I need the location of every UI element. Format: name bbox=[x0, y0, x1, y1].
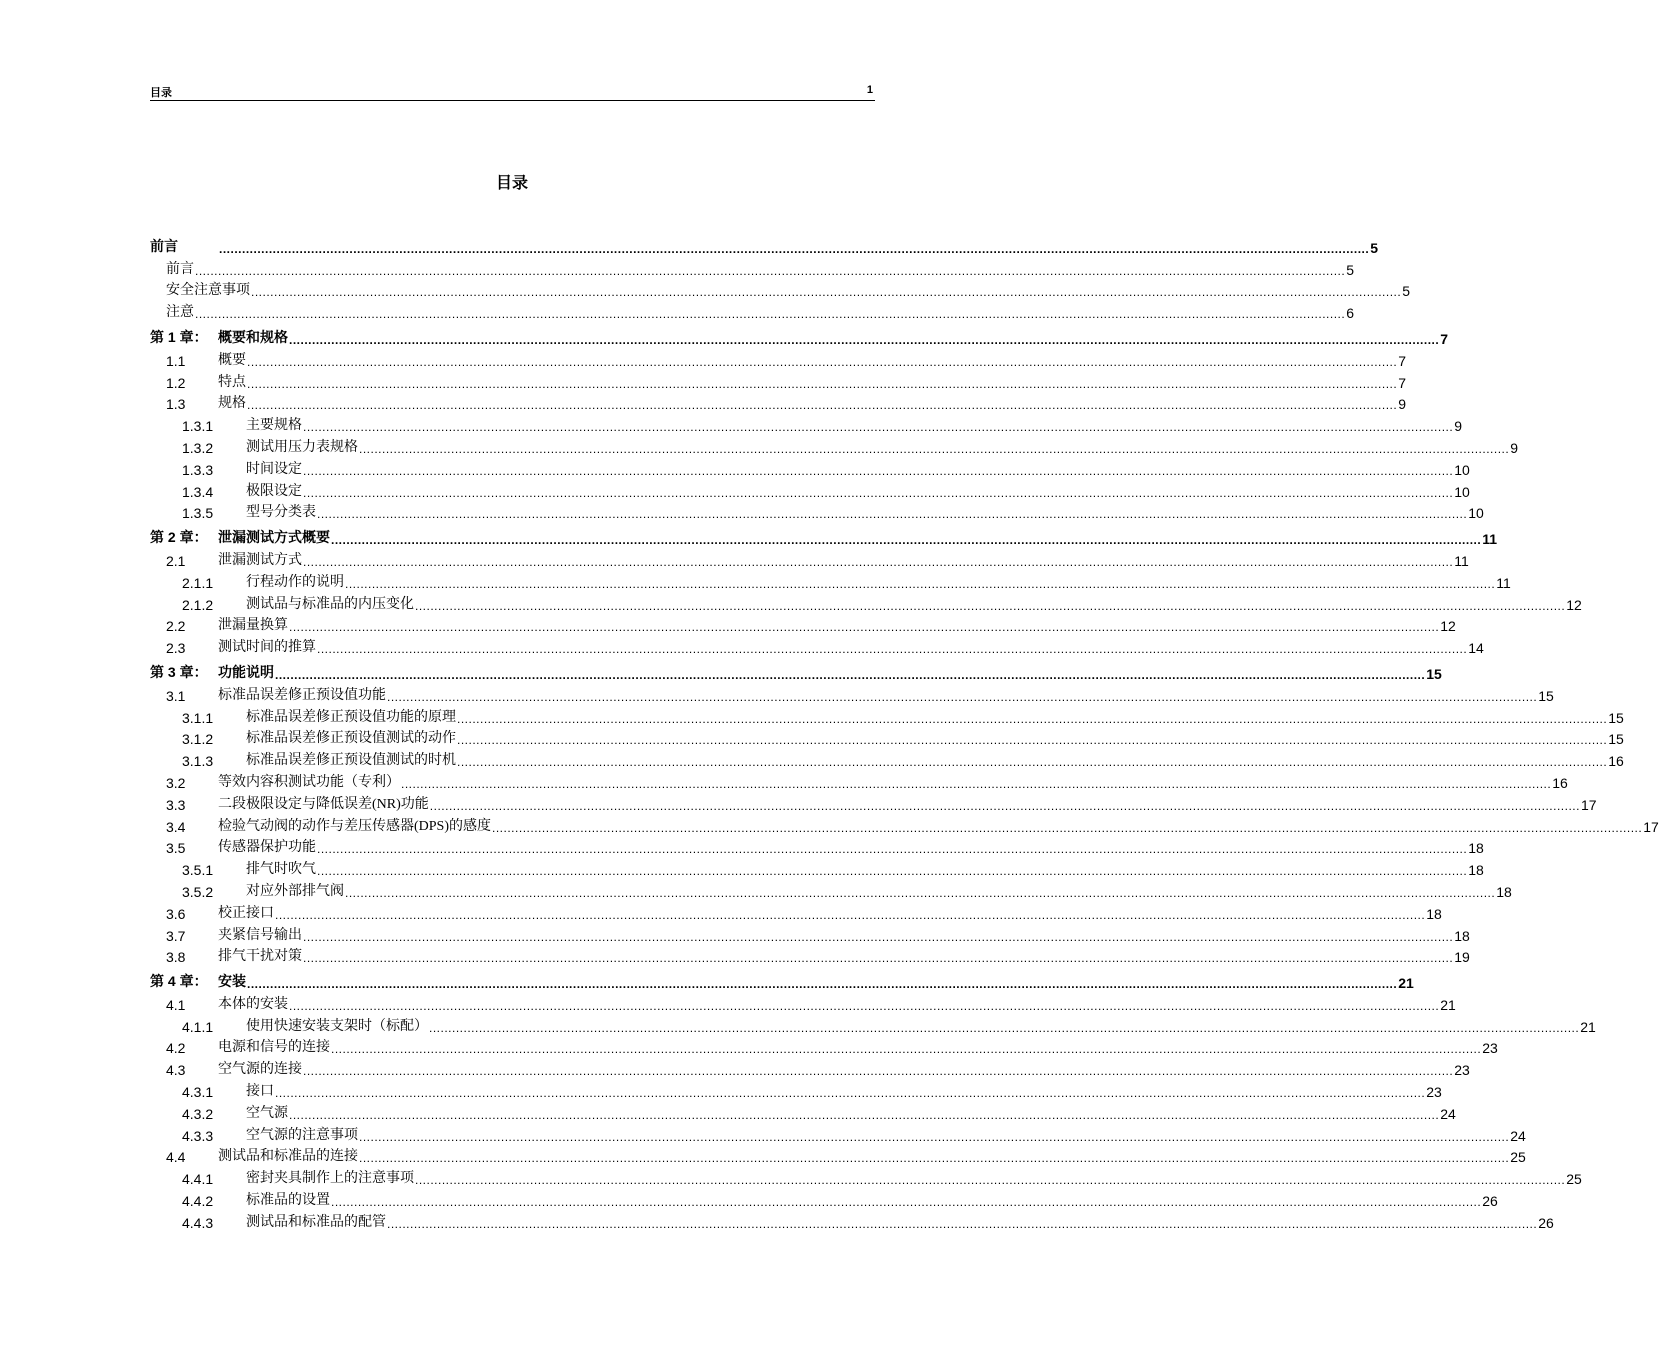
toc-entry-page: 18 bbox=[1496, 883, 1512, 900]
toc-entry-label: 安全注意事项 bbox=[166, 283, 250, 299]
toc-entry-page: 12 bbox=[1440, 618, 1456, 635]
toc-dot-leader: ............................................................................................................................................................................................................................................................................................................ bbox=[429, 798, 1580, 813]
toc-entry-number: 4.1 bbox=[166, 996, 186, 1013]
toc-entry-label: 测试品和标准品的连接 bbox=[218, 1149, 358, 1165]
toc-dot-leader: ............................................................................................................................................................................................................................................................................................................ bbox=[303, 554, 1454, 569]
toc-dot-leader: ............................................................................................................................................................................................................................................................................................................ bbox=[317, 642, 1468, 657]
toc-dot-leader: ............................................................................................................................................................................................................................................................................................................ bbox=[219, 241, 1370, 256]
toc-entry-page: 25 bbox=[1566, 1171, 1582, 1188]
toc-dot-leader: ............................................................................................................................................................................................................................................................................................................ bbox=[359, 1129, 1510, 1144]
toc-entry-label: 测试品与标准品的内压变化 bbox=[246, 596, 414, 612]
toc-entry-label: 前言 bbox=[166, 261, 194, 277]
toc-dot-leader: ............................................................................................................................................................................................................................................................................................................ bbox=[303, 485, 1454, 500]
toc-entry-number: 第 2 章： bbox=[150, 529, 208, 546]
toc-dot-leader: ............................................................................................................................................................................................................................................................................................................ bbox=[289, 620, 1440, 635]
toc-entry-page: 9 bbox=[1454, 418, 1462, 435]
toc-entry-page: 12 bbox=[1566, 596, 1582, 613]
toc-dot-leader: ............................................................................................................................................................................................................................................................................................................ bbox=[345, 885, 1496, 900]
toc-entry[interactable] bbox=[150, 325, 1448, 347]
toc-entry-label: 本体的安装 bbox=[218, 996, 288, 1012]
toc-entry-number: 3.5.1 bbox=[182, 862, 214, 879]
toc-entry-page: 23 bbox=[1454, 1062, 1470, 1079]
toc-entry-page: 7 bbox=[1440, 330, 1448, 347]
toc-entry-page: 25 bbox=[1510, 1149, 1526, 1166]
toc-entry[interactable] bbox=[150, 547, 1469, 569]
toc-entry-page: 7 bbox=[1398, 352, 1406, 369]
toc-entry[interactable] bbox=[150, 1122, 1526, 1144]
toc-entry[interactable] bbox=[150, 634, 1484, 657]
toc-entry-label: 标准品误差修正预设值测试的动作 bbox=[246, 731, 456, 747]
toc-entry-number: 3.3 bbox=[166, 796, 186, 813]
toc-entry[interactable] bbox=[150, 922, 1470, 944]
toc-dot-leader: ............................................................................................................................................................................................................................................................................................................ bbox=[415, 1173, 1566, 1188]
toc-dot-leader: ............................................................................................................................................................................................................................................................................................................ bbox=[415, 598, 1566, 613]
toc-dot-leader: ............................................................................................................................................................................................................................................................................................................ bbox=[457, 733, 1608, 748]
toc-entry-page: 21 bbox=[1580, 1018, 1596, 1035]
toc-entry-label: 标准品误差修正预设值测试的时机 bbox=[246, 753, 456, 769]
toc-entry[interactable] bbox=[150, 478, 1470, 500]
toc-dot-leader: ............................................................................................................................................................................................................................................................................................................ bbox=[275, 907, 1426, 922]
toc-entry[interactable] bbox=[150, 747, 1624, 770]
toc-entry-number: 1.3.3 bbox=[182, 461, 214, 478]
toc-entry-page: 10 bbox=[1468, 505, 1484, 522]
toc-entry-number: 1.3.1 bbox=[182, 418, 214, 435]
toc-dot-leader: ............................................................................................................................................................................................................................................................................................................ bbox=[303, 929, 1454, 944]
toc-entry-page: 15 bbox=[1426, 665, 1442, 682]
toc-entry-number: 1.3.2 bbox=[182, 439, 214, 456]
toc-entry-label: 检验气动阀的动作与差压传感器(DPS)的感度 bbox=[218, 818, 492, 834]
toc-entry[interactable] bbox=[150, 704, 1624, 726]
toc-dot-leader: ............................................................................................................................................................................................................................................................................................................ bbox=[247, 354, 1398, 369]
toc-entry-page: 6 bbox=[1346, 305, 1354, 322]
toc-entry-label: 主要规格 bbox=[246, 418, 302, 434]
toc-entry-label: 泄漏测试方式 bbox=[218, 552, 302, 568]
toc-entry-page: 11 bbox=[1482, 531, 1498, 548]
toc-entry-label: 夹紧信号输出 bbox=[218, 927, 302, 943]
toc-entry[interactable] bbox=[150, 569, 1511, 591]
toc-entry[interactable] bbox=[150, 525, 1498, 548]
toc-dot-leader: ............................................................................................................................................................................................................................................................................................................ bbox=[195, 307, 1346, 322]
toc-dot-leader: ............................................................................................................................................................................................................................................................................................................ bbox=[303, 463, 1454, 478]
toc-entry-page: 17 bbox=[1580, 796, 1597, 813]
toc-dot-leader: ............................................................................................................................................................................................................................................................................................................ bbox=[429, 1020, 1580, 1035]
toc-entry-page: 15 bbox=[1538, 687, 1554, 704]
toc-entry-page: 26 bbox=[1538, 1214, 1554, 1231]
toc-entry[interactable] bbox=[150, 1209, 1554, 1231]
toc-entry-page: 21 bbox=[1398, 975, 1414, 992]
toc-entry-page: 18 bbox=[1468, 840, 1484, 857]
toc-entry-number: 4.3.1 bbox=[182, 1084, 214, 1101]
toc-entry[interactable] bbox=[150, 434, 1518, 456]
toc-entry-page: 24 bbox=[1510, 1127, 1526, 1144]
toc-entry[interactable] bbox=[150, 591, 1582, 613]
toc-entry-number: 2.2 bbox=[166, 618, 186, 635]
toc-dot-leader: ............................................................................................................................................................................................................................................................................................................ bbox=[359, 1151, 1510, 1166]
toc-dot-leader: ............................................................................................................................................................................................................................................................................................................ bbox=[289, 998, 1440, 1013]
toc-entry-label: 校正接口 bbox=[218, 905, 274, 921]
toc-entry[interactable] bbox=[150, 856, 1484, 879]
toc-entry-page: 18 bbox=[1454, 927, 1470, 944]
toc-entry-page: 16 bbox=[1552, 774, 1568, 791]
toc-entry[interactable] bbox=[150, 878, 1512, 900]
toc-entry-label: 行程动作的说明 bbox=[246, 574, 344, 590]
page-header bbox=[150, 82, 875, 101]
toc-entry-label: 空气源的连接 bbox=[218, 1062, 302, 1078]
toc-entry-number: 4.2 bbox=[166, 1040, 186, 1057]
toc-entry[interactable] bbox=[150, 456, 1470, 478]
toc-dot-leader: ............................................................................................................................................................................................................................................................................................................ bbox=[457, 711, 1608, 726]
toc-entry-number: 3.2 bbox=[166, 774, 186, 791]
toc-entry-number: 3.5 bbox=[166, 840, 186, 857]
toc-entry-number: 3.4 bbox=[166, 818, 186, 835]
toc-entry-page: 7 bbox=[1398, 374, 1406, 391]
toc-entry-label: 特点 bbox=[218, 374, 246, 390]
toc-dot-leader: ............................................................................................................................................................................................................................................................................................................ bbox=[387, 689, 1538, 704]
toc-dot-leader: ............................................................................................................................................................................................................................................................................................................ bbox=[317, 507, 1468, 522]
toc-entry-page: 9 bbox=[1398, 396, 1406, 413]
toc-entry[interactable] bbox=[150, 256, 1354, 278]
toc-entry-number: 3.1 bbox=[166, 687, 186, 704]
toc-entry-page: 23 bbox=[1426, 1084, 1442, 1101]
toc-entry-label: 等效内容积测试功能（专利） bbox=[218, 774, 400, 790]
toc-entry-label: 泄漏量换算 bbox=[218, 618, 288, 634]
toc-entry-number: 4.3.2 bbox=[182, 1105, 214, 1122]
toc-entry-number: 2.1.1 bbox=[182, 574, 214, 591]
toc-entry-page: 23 bbox=[1482, 1040, 1498, 1057]
toc-entry[interactable] bbox=[150, 1013, 1596, 1035]
toc-entry[interactable] bbox=[150, 369, 1406, 391]
toc-entry-label: 使用快速安装支架时（标配） bbox=[246, 1018, 428, 1034]
toc-entry-number: 4.3.3 bbox=[182, 1127, 214, 1144]
toc-entry-number: 1.3.5 bbox=[182, 505, 214, 522]
toc-entry[interactable] bbox=[150, 660, 1442, 682]
toc-entry[interactable] bbox=[150, 791, 1597, 813]
toc-entry[interactable] bbox=[150, 412, 1462, 435]
toc-entry-page: 16 bbox=[1608, 753, 1624, 770]
toc-entry-number: 1.1 bbox=[166, 352, 186, 369]
toc-entry-page: 26 bbox=[1482, 1193, 1498, 1210]
toc-entry[interactable] bbox=[150, 234, 1378, 256]
toc-entry-number: 2.3 bbox=[166, 640, 186, 657]
toc-entry-page: 21 bbox=[1440, 996, 1456, 1013]
toc-entry-number: 4.4.3 bbox=[182, 1214, 214, 1231]
toc-entry[interactable] bbox=[150, 347, 1406, 369]
toc-entry-page: 5 bbox=[1370, 239, 1378, 256]
toc-entry-number: 第 4 章： bbox=[150, 973, 208, 990]
toc-dot-leader: ............................................................................................................................................................................................................................................................................................................ bbox=[317, 864, 1468, 879]
toc-entry-number: 3.1.1 bbox=[182, 709, 214, 726]
toc-entry-label: 注意 bbox=[166, 305, 194, 321]
toc-dot-leader: ............................................................................................................................................................................................................................................................................................................ bbox=[289, 1107, 1440, 1122]
toc-entry-label: 泄漏测试方式概要 bbox=[218, 531, 330, 547]
toc-entry-label: 测试用压力表规格 bbox=[246, 439, 358, 455]
toc-entry[interactable] bbox=[150, 391, 1406, 413]
toc-entry-number: 第 1 章： bbox=[150, 328, 208, 345]
toc-entry[interactable] bbox=[150, 1056, 1470, 1079]
toc-entry-label: 空气源 bbox=[246, 1105, 288, 1121]
toc-entry-label: 标准品误差修正预设值功能的原理 bbox=[246, 709, 456, 725]
toc-entry[interactable] bbox=[150, 769, 1568, 791]
toc-dot-leader: ............................................................................................................................................................................................................................................................................................................ bbox=[303, 1064, 1454, 1079]
toc-dot-leader: ............................................................................................................................................................................................................................................................................................................ bbox=[457, 755, 1608, 770]
toc-entry[interactable] bbox=[150, 835, 1484, 857]
toc-entry[interactable] bbox=[150, 813, 1659, 835]
toc-entry-label: 排气干扰对策 bbox=[218, 949, 302, 965]
toc-entry-label: 测试时间的推算 bbox=[218, 640, 316, 656]
toc-dot-leader: ............................................................................................................................................................................................................................................................................................................ bbox=[247, 977, 1398, 992]
toc-dot-leader: ............................................................................................................................................................................................................................................................................................................ bbox=[331, 1042, 1482, 1057]
toc-entry-label: 传感器保护功能 bbox=[218, 840, 316, 856]
toc-entry-label: 规格 bbox=[218, 396, 246, 412]
toc-entry-page: 11 bbox=[1496, 574, 1511, 591]
toc-dot-leader: ............................................................................................................................................................................................................................................................................................................ bbox=[275, 1086, 1426, 1101]
toc-entry[interactable] bbox=[150, 1165, 1582, 1188]
toc-entry-page: 14 bbox=[1468, 640, 1484, 657]
toc-entry[interactable] bbox=[150, 613, 1456, 635]
toc-entry-number: 第 3 章： bbox=[150, 663, 208, 680]
toc-dot-leader: ............................................................................................................................................................................................................................................................................................................ bbox=[331, 1195, 1482, 1210]
toc-dot-leader: ............................................................................................................................................................................................................................................................................................................ bbox=[387, 1216, 1538, 1231]
toc-entry-page: 11 bbox=[1454, 552, 1469, 569]
toc-entry-label: 电源和信号的连接 bbox=[218, 1040, 330, 1056]
toc-entry[interactable] bbox=[150, 1187, 1498, 1210]
toc-entry-number: 前言 bbox=[150, 237, 178, 254]
toc-dot-leader: ............................................................................................................................................................................................................................................................................................................ bbox=[317, 842, 1468, 857]
toc-entry-page: 5 bbox=[1402, 283, 1410, 300]
header-page-number: 1 bbox=[866, 84, 873, 96]
toc-entry[interactable] bbox=[150, 299, 1354, 322]
toc-entry-page: 17 bbox=[1643, 818, 1659, 835]
toc-dot-leader: ............................................................................................................................................................................................................................................................................................................ bbox=[401, 776, 1552, 791]
toc-entry-page: 5 bbox=[1346, 261, 1354, 278]
toc-entry[interactable] bbox=[150, 944, 1470, 966]
toc-entry-number: 2.1.2 bbox=[182, 596, 214, 613]
toc-entry[interactable] bbox=[150, 1078, 1442, 1101]
toc-entry-label: 概要 bbox=[218, 352, 246, 368]
toc-entry[interactable] bbox=[150, 969, 1414, 992]
toc-entry-label: 二段极限设定与降低误差(NR)功能 bbox=[218, 796, 429, 812]
toc-entry-number: 4.4 bbox=[166, 1149, 186, 1166]
toc-dot-leader: ............................................................................................................................................................................................................................................................................................................ bbox=[289, 332, 1440, 347]
toc-entry-number: 3.8 bbox=[166, 949, 186, 966]
toc-entry-label: 对应外部排气阀 bbox=[246, 883, 344, 899]
toc-entry-page: 9 bbox=[1510, 439, 1518, 456]
toc-entry[interactable] bbox=[150, 1144, 1526, 1166]
toc-entry-label: 时间设定 bbox=[246, 461, 302, 477]
toc-entry-page: 18 bbox=[1426, 905, 1442, 922]
toc-entry-page: 18 bbox=[1468, 862, 1484, 879]
toc-entry-label: 功能说明 bbox=[218, 665, 274, 681]
toc-dot-leader: ............................................................................................................................................................................................................................................................................................................ bbox=[359, 441, 1510, 456]
toc-entry-number: 3.1.3 bbox=[182, 753, 214, 770]
toc-entry-number: 4.4.2 bbox=[182, 1193, 214, 1210]
toc-dot-leader: ............................................................................................................................................................................................................................................................................................................ bbox=[247, 398, 1398, 413]
toc-entry[interactable] bbox=[150, 1035, 1498, 1057]
toc-entry-number: 1.3 bbox=[166, 396, 186, 413]
toc-entry[interactable] bbox=[150, 900, 1442, 922]
toc-entry-number: 3.1.2 bbox=[182, 731, 214, 748]
toc-entry-number: 2.1 bbox=[166, 552, 186, 569]
toc-entry-page: 10 bbox=[1454, 483, 1470, 500]
toc-dot-leader: ............................................................................................................................................................................................................................................................................................................ bbox=[303, 951, 1454, 966]
toc-entry-page: 15 bbox=[1608, 709, 1624, 726]
toc-entry-number: 4.1.1 bbox=[182, 1018, 214, 1035]
header-section-title: 目录 bbox=[150, 87, 172, 99]
toc-dot-leader: ............................................................................................................................................................................................................................................................................................................ bbox=[275, 667, 1426, 682]
toc-entry-label: 密封夹具制作上的注意事项 bbox=[246, 1171, 414, 1187]
toc-dot-leader: ............................................................................................................................................................................................................................................................................................................ bbox=[303, 420, 1454, 435]
toc-entry-label: 标准品的设置 bbox=[246, 1193, 330, 1209]
table-of-contents bbox=[150, 230, 1659, 1231]
toc-entry-page: 24 bbox=[1440, 1105, 1456, 1122]
toc-entry-number: 1.2 bbox=[166, 374, 186, 391]
toc-entry-label: 安装 bbox=[218, 975, 246, 991]
toc-dot-leader: ............................................................................................................................................................................................................................................................................................................ bbox=[345, 576, 1496, 591]
toc-entry-label: 接口 bbox=[246, 1084, 274, 1100]
toc-entry-label: 型号分类表 bbox=[246, 505, 316, 521]
toc-entry-label: 测试品和标准品的配管 bbox=[246, 1214, 386, 1230]
toc-dot-leader: ............................................................................................................................................................................................................................................................................................................ bbox=[251, 285, 1402, 300]
toc-entry[interactable] bbox=[150, 726, 1624, 748]
toc-entry[interactable] bbox=[150, 278, 1410, 300]
toc-entry-number: 4.4.1 bbox=[182, 1171, 214, 1188]
toc-entry-number: 3.7 bbox=[166, 927, 186, 944]
toc-entry-label: 极限设定 bbox=[246, 483, 302, 499]
toc-entry-number: 1.3.4 bbox=[182, 483, 214, 500]
toc-entry-number: 3.5.2 bbox=[182, 883, 214, 900]
toc-entry-page: 19 bbox=[1454, 949, 1470, 966]
toc-entry-label: 空气源的注意事项 bbox=[246, 1127, 358, 1143]
toc-entry-number: 4.3 bbox=[166, 1062, 186, 1079]
toc-entry[interactable] bbox=[150, 682, 1554, 704]
toc-entry-label: 概要和规格 bbox=[218, 330, 288, 346]
toc-entry-label: 标准品误差修正预设值功能 bbox=[218, 687, 386, 703]
toc-entry[interactable] bbox=[150, 1100, 1456, 1122]
toc-title: 目录 bbox=[495, 173, 528, 192]
toc-entry[interactable] bbox=[150, 991, 1456, 1013]
toc-dot-leader: ............................................................................................................................................................................................................................................................................................................ bbox=[195, 263, 1346, 278]
toc-entry-label: 排气时吹气 bbox=[246, 862, 316, 878]
toc-dot-leader: ............................................................................................................................................................................................................................................................................................................ bbox=[331, 533, 1482, 548]
toc-dot-leader: ............................................................................................................................................................................................................................................................................................................ bbox=[492, 820, 1643, 835]
toc-entry[interactable] bbox=[150, 500, 1484, 522]
toc-entry-number: 3.6 bbox=[166, 905, 186, 922]
toc-entry-page: 10 bbox=[1454, 461, 1470, 478]
toc-entry-page: 15 bbox=[1608, 731, 1624, 748]
toc-dot-leader: ............................................................................................................................................................................................................................................................................................................ bbox=[247, 376, 1398, 391]
